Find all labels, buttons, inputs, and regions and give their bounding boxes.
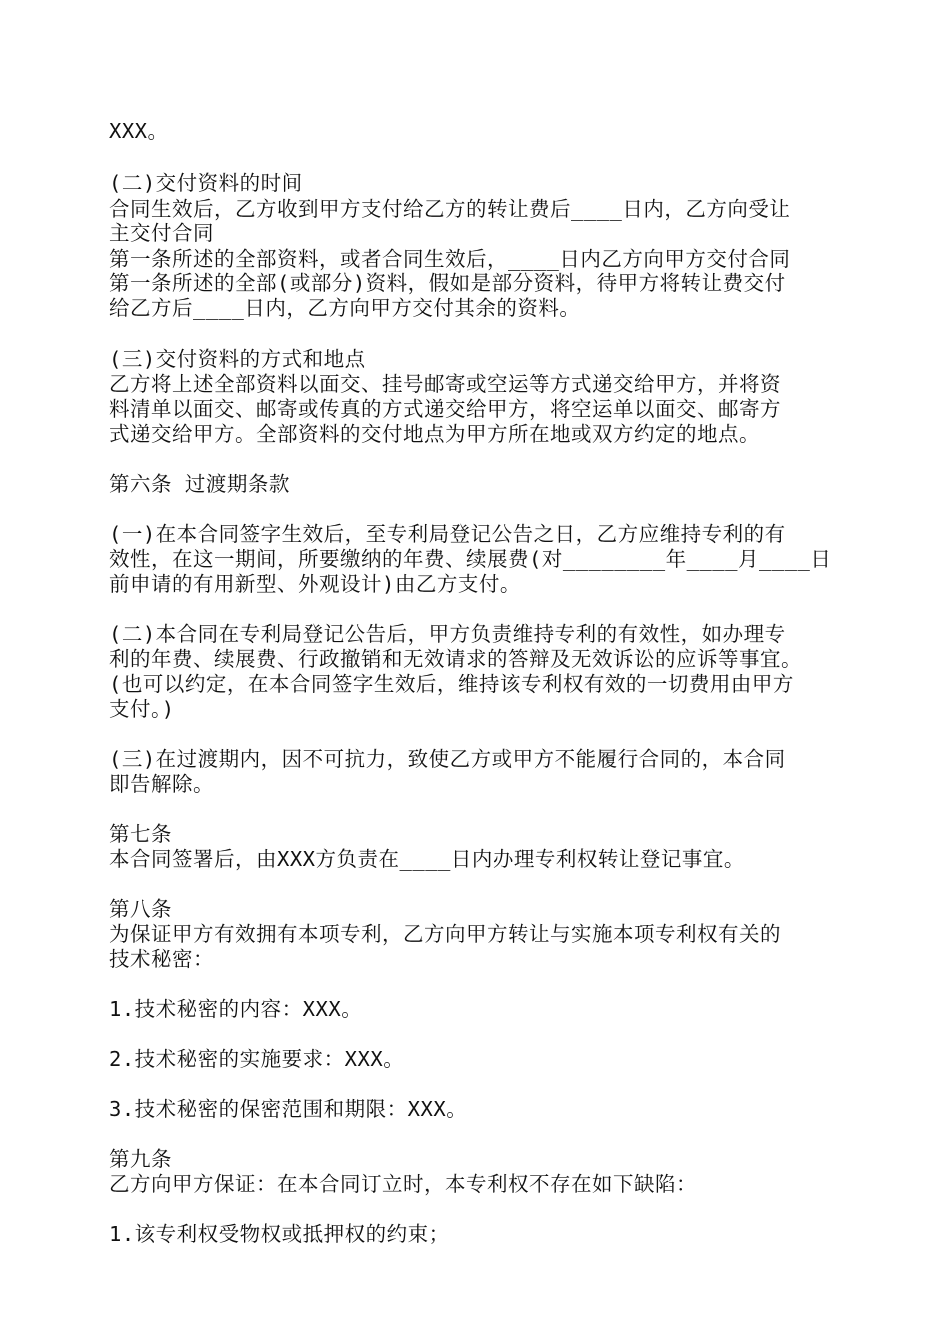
text-line: 合同生效后，乙方收到甲方支付给乙方的转让费后____日内，乙方向受让 — [109, 197, 791, 221]
text-line: 乙方向甲方保证：在本合同订立时，本专利权不存在如下缺陷： — [109, 1172, 697, 1196]
text-line: 即告解除。 — [109, 772, 214, 796]
text-line: 利的年费、续展费、行政撤销和无效请求的答辩及无效诉讼的应诉等事宜。 — [109, 647, 802, 671]
text-line: 乙方将上述全部资料以面交、挂号邮寄或空运等方式递交给甲方，并将资 — [109, 372, 781, 396]
text-line: 本合同签署后，由XXX方负责在____日内办理专利权转让登记事宜。 — [109, 847, 745, 871]
list-item: 2.技术秘密的实施要求：XXX。 — [109, 1047, 405, 1071]
text-line: (也可以约定，在本合同签字生效后，维持该专利权有效的一切费用由甲方 — [109, 672, 794, 696]
article-heading: 第八条 — [109, 897, 172, 921]
article-heading: 第九条 — [109, 1147, 172, 1171]
text-line: 主交付合同 — [109, 221, 214, 245]
text-line: XXX。 — [109, 119, 169, 143]
list-item: 1.技术秘密的内容：XXX。 — [109, 997, 363, 1021]
text-line: 式递交给甲方。全部资料的交付地点为甲方所在地或双方约定的地点。 — [109, 422, 760, 446]
text-line: 技术秘密： — [109, 947, 214, 971]
text-line: 为保证甲方有效拥有本项专利，乙方向甲方转让与实施本项专利权有关的 — [109, 922, 781, 946]
text-line: 前申请的有用新型、外观设计)由乙方支付。 — [109, 572, 521, 596]
text-line: 给乙方后____日内，乙方向甲方交付其余的资料。 — [109, 296, 581, 320]
list-item: 3.技术秘密的保密范围和期限：XXX。 — [109, 1097, 468, 1121]
text-line: 料清单以面交、邮寄或传真的方式递交给甲方，将空运单以面交、邮寄方 — [109, 397, 781, 421]
text-line: (三)在过渡期内，因不可抗力，致使乙方或甲方不能履行合同的，本合同 — [109, 747, 786, 771]
section-heading: (二)交付资料的时间 — [109, 171, 303, 195]
list-item: 1.该专利权受物权或抵押权的约束； — [109, 1222, 450, 1246]
text-line: 第一条所述的全部资料，或者合同生效后，____日内乙方向甲方交付合同 — [109, 247, 791, 271]
text-line: 第一条所述的全部(或部分)资料，假如是部分资料，待甲方将转让费交付 — [109, 271, 786, 295]
article-heading: 第七条 — [109, 822, 172, 846]
text-line: 支付。) — [109, 697, 175, 721]
text-line: 效性，在这一期间，所要缴纳的年费、续展费(对________年____月____日 — [109, 547, 832, 571]
section-heading: (三)交付资料的方式和地点 — [109, 347, 366, 371]
text-line: (一)在本合同签字生效后，至专利局登记公告之日，乙方应维持专利的有 — [109, 522, 786, 546]
text-line: (二)本合同在专利局登记公告后，甲方负责维持专利的有效性，如办理专 — [109, 622, 786, 646]
article-heading: 第六条 过渡期条款 — [109, 472, 290, 496]
